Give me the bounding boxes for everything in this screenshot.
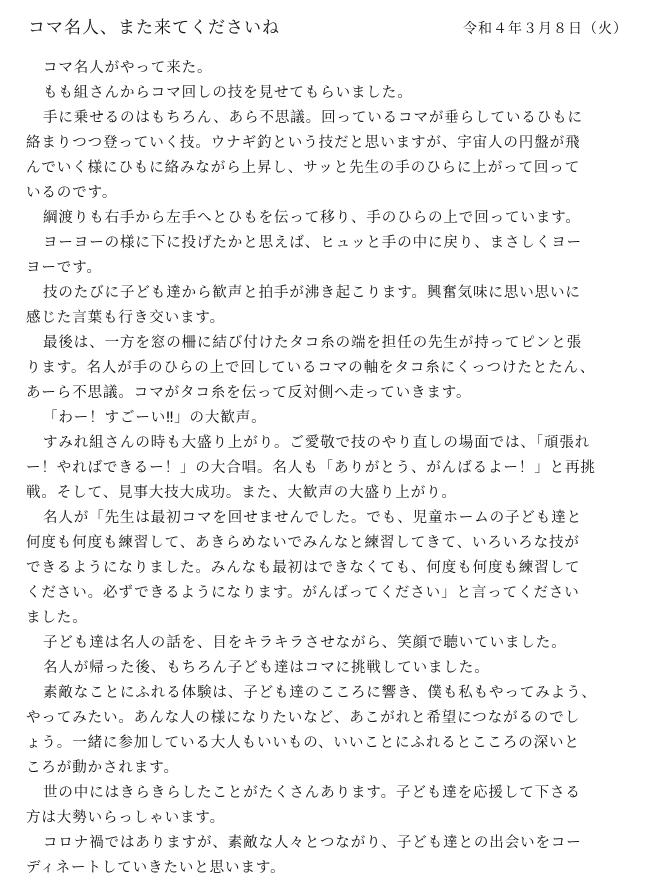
body-line: ディネートしていきたいと思います。 [26, 860, 286, 876]
body-line: んでいく様にひもに絡みながら上昇し、サッと先生の手のひらに上がって回って [26, 160, 581, 176]
body-line: 子ども達は名人の話を、目をキラキラさせながら、笑顔で聴いていました。 [43, 635, 567, 651]
document-header [28, 14, 628, 44]
body-line: できるようになりました。みんなも最初はできなくても、何度も何度も練習して [26, 560, 581, 576]
body-line: やってみたい。あんな人の様になりたいなど、あこがれと希望につながるのでし [26, 710, 581, 726]
body-line: 手に乗せるのはもちろん、あら不思議。回っているコマが垂らしているひもに [43, 110, 583, 126]
body-line: ー！やればできるー！」の大合唱。名人も「ありがとう、がんばるよー！」と再挑 [26, 460, 596, 476]
body-line: 感じた言葉も行き交います。 [26, 310, 226, 326]
body-line: 戦。そして、見事大技大成功。また、大歓声の大盛り上がり。 [26, 485, 457, 501]
body-line: 名人が「先生は最初コマを回せませんでした。でも、児童ホームの子ども達と [43, 510, 582, 526]
body-line: ヨーです。 [26, 260, 102, 276]
body-line: 「わー！すごーい‼」の大歓声。 [43, 410, 267, 426]
body-line: 素敵なことにふれる体験は、子ども達のこころに響き、僕も私もやってみよう、 [43, 685, 597, 701]
body-line: 方は大勢いらっしゃいます。 [26, 810, 226, 826]
document-title: コマ名人、また来てくださいね [28, 18, 280, 38]
body-line: ります。名人が手のひらの上で回しているコマの軸をタコ糸にくっつけたとたん、 [26, 360, 596, 376]
body-line: ました。 [26, 610, 88, 626]
body-line: ヨーヨーの様に下に投げたかと思えば、ヒュッと手の中に戻り、まさしくヨー [43, 235, 582, 251]
body-line: いるのです。 [26, 185, 118, 201]
body-line: あーら不思議。コマがタコ糸を伝って反対側へ走っていきます。 [26, 385, 472, 401]
body-line: ょう。一緒に参加している大人もいいもの、いいことにふれるとこころの深いと [26, 735, 580, 751]
body-line: 名人が帰った後、もちろん子ども達はコマに挑戦していました。 [43, 660, 490, 676]
body-line: 絡まりつつ登っていく技。ウナギ釣という技だと思いますが、宇宙人の円盤が飛 [26, 135, 581, 151]
body-line: 最後は、一方を窓の柵に結び付けたタコ糸の端を担任の先生が持ってピンと張 [43, 335, 582, 351]
body-line: 綱渡りも右手から左手へとひもを伝って移り、手のひらの上で回っています。 [43, 210, 581, 226]
body-line: 何度も何度も練習して、あきらめないでみんなと練習してきて、いろいろな技が [26, 535, 580, 551]
body-line: 世の中にはきらきらしたことがたくさんあります。子ども達を応援して下さる [43, 785, 581, 801]
document-date: 令和４年３月８日（火） [463, 21, 628, 37]
document-body [26, 56, 630, 881]
body-line: コマ名人がやって来た。 [43, 60, 213, 76]
body-line: ころが動かされます。 [26, 760, 179, 776]
body-line: コロナ禍ではありますが、素敵な人々とつながり、子ども達との出会いをコー [43, 835, 582, 851]
body-line: ください。必ずできるようになります。がんばってください」と言ってください [26, 585, 580, 601]
body-line: もも組さんからコマ回しの技を見せてもらいました。 [43, 85, 413, 101]
body-line: すみれ組さんの時も大盛り上がり。ご愛敬で技のやり直しの場面では、「頑張れ [43, 435, 591, 451]
body-line: 技のたびに子ども達から歓声と拍手が沸き起こります。興奮気味に思い思いに [43, 285, 581, 301]
